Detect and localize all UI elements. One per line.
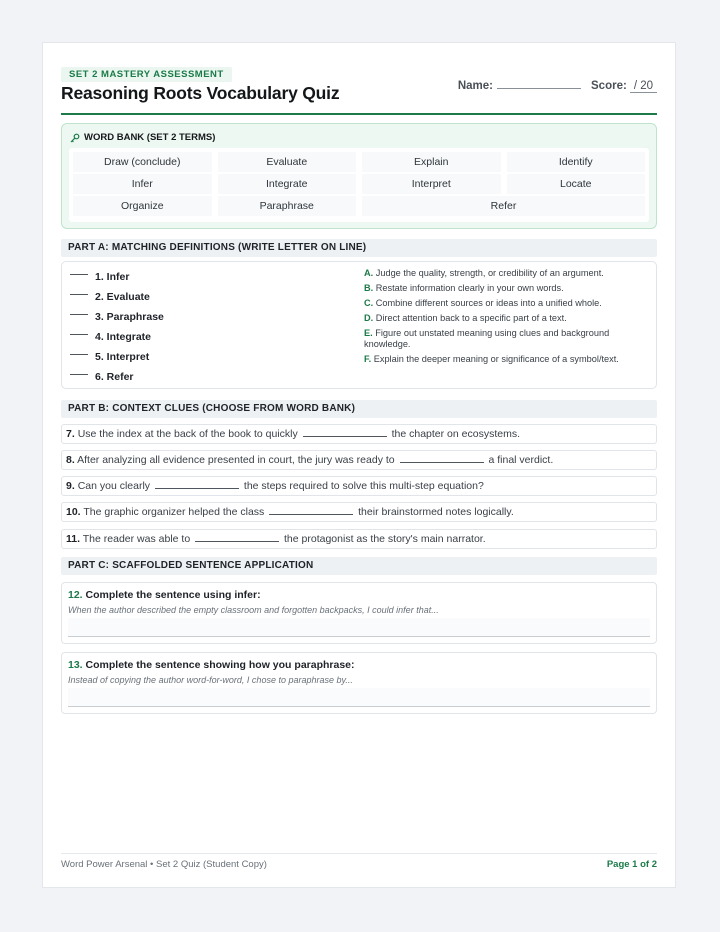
header-divider (61, 113, 657, 115)
word-bank-term: Organize (73, 196, 212, 216)
part-b-heading: PART B: CONTEXT CLUES (CHOOSE FROM WORD BANK) (61, 400, 657, 418)
word-bank (61, 123, 657, 229)
fill-in-blank[interactable] (303, 425, 387, 437)
term-label: 2. Evaluate (95, 291, 150, 303)
context-question (61, 476, 657, 496)
answer-blank[interactable] (70, 314, 88, 315)
sentence-prompt (68, 589, 261, 601)
word-bank-term: Integrate (218, 174, 357, 194)
definition-text: Judge the quality, strength, or credibility of an argument. (375, 268, 604, 278)
footer-divider (61, 853, 657, 854)
definition-letter: B. (364, 283, 374, 293)
definition-letter: C. (364, 298, 374, 308)
definition-item (364, 283, 636, 294)
question-text-before: The graphic organizer helped the class (83, 506, 265, 518)
fill-in-blank[interactable] (195, 530, 279, 542)
definition-item (364, 268, 636, 279)
word-bank-heading (70, 132, 215, 143)
term-label: 5. Interpret (95, 351, 150, 363)
definition-item (364, 298, 636, 309)
term-label: 6. Refer (95, 371, 134, 383)
word-bank-term: Infer (73, 174, 212, 194)
score-label: Score: (591, 80, 627, 92)
matching-definitions (364, 268, 636, 369)
question-text-after: their brainstormed notes logically. (358, 506, 514, 518)
answer-line[interactable] (68, 618, 650, 637)
target-word: infer (234, 589, 258, 601)
matching-term (70, 287, 350, 307)
matching-term (70, 307, 350, 327)
word-bank-term: Interpret (362, 174, 501, 194)
question-text-after: a final verdict. (488, 454, 554, 466)
context-question (61, 450, 657, 470)
key-icon (70, 133, 80, 143)
target-word: paraphrase (294, 659, 352, 671)
question-text-before: Can you clearly (77, 480, 151, 492)
word-bank-term: Explain (362, 152, 501, 172)
part-a-box (61, 261, 657, 389)
question-number: 10. (66, 506, 81, 518)
sentence-starter: Instead of copying the author word-for-word, I chose to paraphrase by... (68, 675, 353, 685)
question-text-after: the protagonist as the story's main narrator. (284, 533, 486, 545)
footer-source: Word Power Arsenal • Set 2 Quiz (Student Copy) (61, 859, 267, 870)
word-bank-term: Paraphrase (218, 196, 357, 216)
assessment-badge: SET 2 MASTERY ASSESSMENT (61, 67, 232, 82)
word-bank-term: Locate (507, 174, 646, 194)
matching-term (70, 327, 350, 347)
definition-letter: D. (364, 313, 374, 323)
fill-in-blank[interactable] (400, 451, 484, 463)
answer-blank[interactable] (70, 354, 88, 355)
answer-blank[interactable] (70, 274, 88, 275)
name-score-area (458, 76, 657, 93)
sentence-prompt (68, 659, 355, 671)
answer-blank[interactable] (70, 334, 88, 335)
matching-term (70, 347, 350, 367)
question-number: 7. (66, 428, 75, 440)
question-number: 9. (66, 480, 75, 492)
part-a-heading: PART A: MATCHING DEFINITIONS (WRITE LETTER ON LINE) (61, 239, 657, 257)
word-bank-term: Identify (507, 152, 646, 172)
word-bank-grid (69, 148, 649, 222)
answer-blank[interactable] (70, 294, 88, 295)
question-text-before: The reader was able to (82, 533, 191, 545)
word-bank-title: WORD BANK (SET 2 TERMS) (84, 132, 216, 143)
matching-term (70, 267, 350, 287)
definition-text: Explain the deeper meaning or significance of a symbol/text. (373, 354, 619, 364)
sentence-item (61, 652, 657, 714)
name-label: Name: (457, 80, 494, 92)
prompt-suffix: : (257, 589, 261, 601)
definition-item (364, 328, 636, 350)
prompt-text: Complete the sentence showing how you (85, 659, 292, 671)
part-c-heading: PART C: SCAFFOLDED SENTENCE APPLICATION (61, 557, 657, 575)
question-number: 8. (66, 454, 75, 466)
definition-text: Combine different sources or ideas into a unified whole. (375, 298, 602, 308)
quiz-title: Reasoning Roots Vocabulary Quiz (61, 83, 340, 103)
definition-text: Figure out unstated meaning using clues and background knowledge. (364, 328, 610, 349)
name-field[interactable] (497, 76, 581, 89)
question-text-after: the steps required to solve this multi-step equation? (243, 480, 484, 492)
word-bank-term: Draw (conclude) (73, 152, 212, 172)
answer-line[interactable] (68, 688, 650, 707)
sentence-starter: When the author described the empty classroom and forgotten backpacks, I could infer that... (68, 605, 439, 615)
prompt-suffix: : (351, 659, 355, 671)
term-label: 1. Infer (95, 271, 130, 283)
score-field[interactable]: / 20 (630, 80, 657, 93)
fill-in-blank[interactable] (269, 503, 353, 515)
page-number: Page 1 of 2 (606, 859, 657, 870)
fill-in-blank[interactable] (155, 477, 239, 489)
quiz-page (42, 42, 676, 888)
matching-terms (70, 267, 350, 387)
definition-letter: A. (364, 268, 374, 278)
word-bank-term: Refer (362, 196, 645, 216)
definition-letter: F. (364, 354, 372, 364)
item-number: 12. (68, 589, 83, 601)
prompt-text: Complete the sentence using (85, 589, 232, 601)
question-number: 11. (66, 533, 81, 545)
item-number: 13. (68, 659, 83, 671)
definition-item (364, 313, 636, 324)
question-text-after: the chapter on ecosystems. (391, 428, 520, 440)
definition-text: Restate information clearly in your own words. (375, 283, 564, 293)
word-bank-term: Evaluate (218, 152, 357, 172)
sentence-item (61, 582, 657, 644)
definition-text: Direct attention back to a specific part of a text. (375, 313, 567, 323)
context-question (61, 502, 657, 522)
definition-item (364, 354, 636, 365)
question-text-before: Use the index at the back of the book to quickly (77, 428, 298, 440)
matching-term (70, 367, 350, 387)
definition-letter: E. (364, 328, 373, 338)
context-question (61, 424, 657, 444)
question-text-before: After analyzing all evidence presented in court, the jury was ready to (77, 454, 395, 466)
term-label: 3. Paraphrase (95, 311, 164, 323)
context-question (61, 529, 657, 549)
answer-blank[interactable] (70, 374, 88, 375)
term-label: 4. Integrate (95, 331, 152, 343)
